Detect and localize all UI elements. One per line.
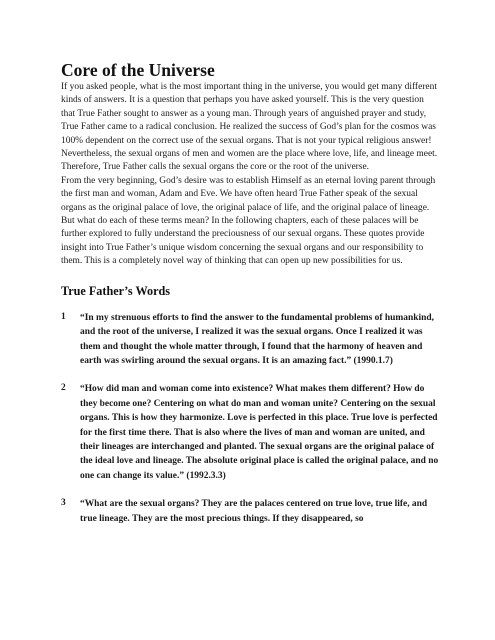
quote-number: 2 — [61, 383, 66, 394]
intro-paragraph: If you asked people, what is the most important thing in the universe, you would get many different kinds of answers. It is a question that perhaps you have asked yourself. This is the very question that True Father sought to answer as a young man. Through years of anguished prayer and study, True Father came to a radical conclusion. He realized the success of God’s plan for the cosmos was 100% dependent on the correct use of the sexual organs. That is not your typical religious answer! Nevertheless, the sexual organs of men and women are the place where love, life, and lineage meet. Therefore, True Father calls the sexual organs the core or the root of the universe. — [61, 82, 438, 173]
quote-item-2 — [61, 382, 439, 483]
section-heading: True Father’s Words — [61, 283, 170, 298]
page-title: Core of the Universe — [61, 60, 215, 80]
quote-item-3 — [61, 497, 439, 526]
quote-number: 1 — [61, 311, 66, 322]
quote-item-1 — [61, 311, 439, 369]
quote-text: “What are the sexual organs? They are the palaces centered on true love, true life, and true lineage. They are the most precious things. If they disappeared, so — [80, 499, 428, 524]
document-body — [61, 59, 439, 526]
quote-text: “How did man and woman come into existence? What makes them different? How do they become one? Centering on what do man and woman unite? Centering on the sexual organs. This is how they harmonize. Love is perfected in this place. True love is perfected for the first time there. That is also where the lives of man and woman are united, and their lineages are interchanged and planted. The sexual organs are the original palace of the ideal love and lineage. The absolute original place is called the original palace, and no one can change its value.” (1992.3.3) — [80, 384, 439, 481]
quote-text: “In my strenuous efforts to find the answer to the fundamental problems of humankind, and the root of the universe, I realized it was the sexual organs. Once I realized it was them and thought the whole matter through, I found that the harmony of heaven and earth was swirling around the sexual organs. It is an amazing fact.” (1990.1.7) — [80, 312, 434, 366]
body-paragraph: From the very beginning, God’s desire was to establish Himself as an eternal loving parent through the first man and woman, Adam and Eve. We have often heard True Father speak of the sexual organs as the original palace of love, the original palace of life, and the original palace of lineage. But what do each of these terms mean? In the following chapters, each of these palaces will be further explored to fully understand the preciousness of our sexual organs. These quotes provide insight into True Father’s unique wisdom concerning the sexual organs and our responsibility to them. This is a completely novel way of thinking that can open up new possibilities for us. — [61, 175, 436, 267]
quote-number: 3 — [61, 498, 66, 509]
